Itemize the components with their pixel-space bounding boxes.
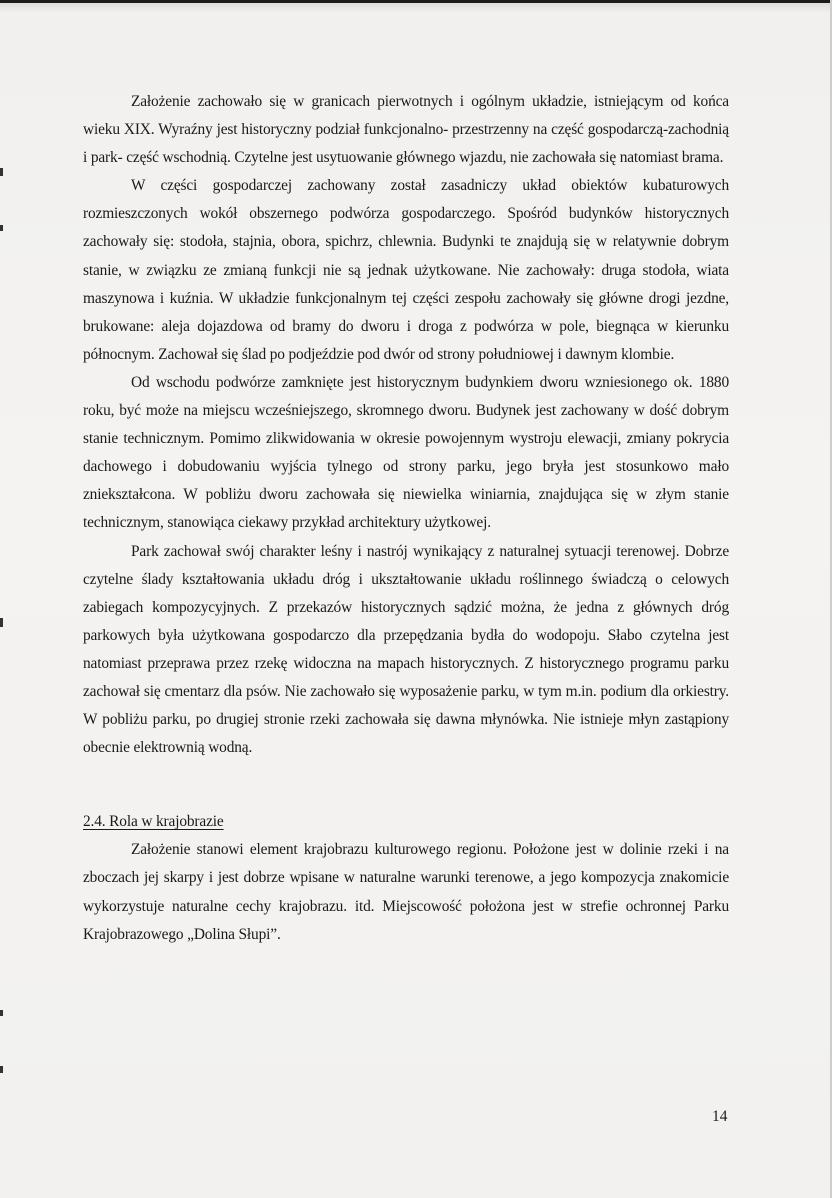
scan-margin-mark — [0, 1066, 3, 1073]
scan-margin-mark — [0, 618, 3, 627]
paragraph-farm-section: W części gospodarczej zachowany został zasadniczy układ obiektów kubaturowych rozmieszczonych wokół obszernego podwórza gospodarczego. Spośród budynków historycznych zachowały się: stodoła, stajnia, obora, spichrz, chlewnia. Budynki te znajdują się w relatywnie dobrym stanie, w związku ze zmianą funkcji nie są jednak użytkowane. Nie zachowały: druga stodoła, wiata maszynowa i kuźnia. W układzie funkcjonalnym tej części zespołu zachowały się główne drogi jezdne, brukowane: aleja dojazdowa od bramy do dworu i droga z podwórza w pole, biegnąca w kierunku północnym. Zachował się ślad po podjeździe pod dwór od strony południowej i dawnym klombie. — [83, 177, 729, 363]
paragraph-landscape-role: Założenie stanowi element krajobrazu kulturowego regionu. Położone jest w dolinie rzeki i na zboczach jej skarpy i jest dobrze wpisane w naturalne warunki terenowe, a jego kompozycja znakomicie wykorzystuje naturalne cechy krajobrazu. itd. Miejscowość położona jest w strefie ochronnej Parku Krajobrazowego „Dolina Słupi”. — [83, 841, 729, 943]
document-body — [83, 88, 729, 949]
scan-margin-mark — [0, 168, 3, 176]
paragraph-layout-overview: Założenie zachowało się w granicach pierwotnych i ogólnym układzie, istniejącym od końca wieku XIX. Wyraźny jest historyczny podział funkcjonalno- przestrzenny na część gospodarczą-zachodnią i park- część wschodnią. Czytelne jest usytuowanie głównego wjazdu, nie zachowała się natomiast brama. — [83, 93, 729, 167]
section-heading: 2.4. Rola w krajobrazie — [83, 813, 224, 831]
paragraph-park: Park zachował swój charakter leśny i nastrój wynikający z naturalnej sytuacji terenowej. Dobrze czytelne ślady kształtowania układu dróg i ukształtowanie układu roślinnego świadczą o celowych zabiegach kompozycyjnych. Z przekazów historycznych sądzić można, że jedna z głównych dróg parkowych była użytkowana gospodarczo dla przepędzania bydła do wodopoju. Słabo czytelna jest natomiast przeprawa przez rzekę widoczna na mapach historycznych. Z historycznego programu parku zachował się cmentarz dla psów. Nie zachowało się wyposażenie parku, w tym m.in. podium dla orkiestry. W pobliżu parku, po drugiej stronie rzeki zachowała się dawna młynówka. Nie istnieje młyn zastąpiony obecnie elektrownią wodną. — [83, 542, 729, 757]
page-number: 14 — [712, 1108, 728, 1125]
scan-margin-mark — [0, 225, 3, 231]
scan-top-shadow — [0, 3, 832, 13]
paragraph-manor-house: Od wschodu podwórze zamknięte jest historycznym budynkiem dworu wzniesionego ok. 1880 roku, być może na miejscu wcześniejszego, skromnego dworu. Budynek jest zachowany w dość dobrym stanie technicznym. Pomimo zlikwidowania w okresie powojennym wystroju elewacji, zmiany pokrycia dachowego i dobudowaniu wyjścia tylnego od strony parku, jego bryła jest stosunkowo mało zniekształcona. W pobliżu dworu zachowała się niewielka winiarnia, znajdująca się w złym stanie technicznym, stanowiąca ciekawy przykład architektury użytkowej. — [83, 373, 729, 532]
scan-margin-mark — [0, 1010, 3, 1016]
